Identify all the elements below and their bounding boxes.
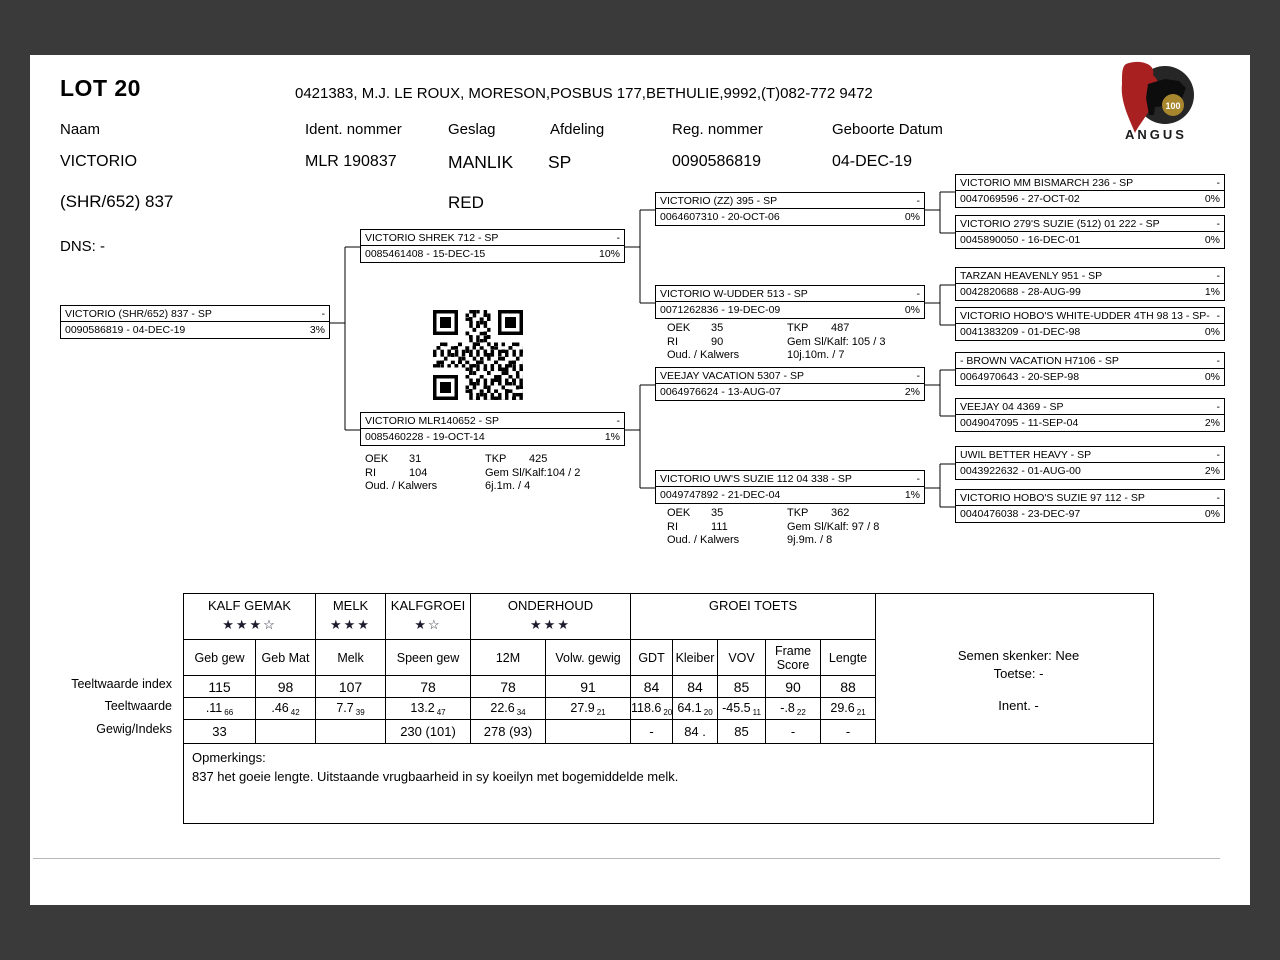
col-header: Geb Mat <box>256 640 316 676</box>
stat-line: Gem Sl/Kalf: 97 / 8 <box>787 520 880 533</box>
lot-number: LOT 20 <box>60 75 141 101</box>
stat-line <box>365 467 485 481</box>
star-rating: ★☆ <box>414 617 442 632</box>
inbreeding-pct: 10% <box>598 248 620 260</box>
tw-value: 118.6 <box>631 700 662 715</box>
stat-value: 90 <box>711 335 724 348</box>
tw-accuracy: 39 <box>355 707 365 717</box>
index-cell: 98 <box>256 676 316 698</box>
group-label: MELK <box>332 598 369 613</box>
tw-cell <box>316 698 386 720</box>
top-right-dash: - <box>1216 177 1220 189</box>
tw-accuracy: 21 <box>596 707 606 717</box>
stat-line <box>667 521 787 535</box>
tw-cell <box>766 698 821 720</box>
stat-label: TKP <box>787 322 809 334</box>
top-right-dash: - <box>916 370 920 382</box>
gewig-cell: 84 . <box>673 720 718 744</box>
inbreeding-pct: 0% <box>1204 193 1220 205</box>
logo-100-badge: 100 <box>1165 101 1181 111</box>
pedigree-name-row <box>956 216 1224 232</box>
tw-accuracy: 42 <box>290 707 300 717</box>
inbreeding-pct: 2% <box>1204 465 1220 477</box>
index-cell: 91 <box>546 676 631 698</box>
stat-line <box>667 507 787 521</box>
pedigree-reg-row <box>956 232 1224 248</box>
stat-line <box>485 453 580 467</box>
top-right-dash: - <box>321 308 325 320</box>
stat-line <box>365 453 485 467</box>
index-cell: 84 <box>673 676 718 698</box>
group-kalfgroei <box>386 594 471 640</box>
gewig-cell: - <box>631 720 673 744</box>
index-cell: 84 <box>631 676 673 698</box>
gewig-cell: - <box>821 720 876 744</box>
top-right-dash: - <box>1216 218 1220 230</box>
group-label: KALFGROEI <box>390 598 466 613</box>
inent-text: Inent. - <box>998 698 1039 713</box>
value-reg: 0090586819 <box>672 153 761 170</box>
pedigree-reg-row <box>61 322 329 338</box>
gewig-cell: 230 (101) <box>386 720 471 744</box>
stats-left-col <box>365 453 485 494</box>
tw-value: 29.6 <box>830 700 855 715</box>
animal-name: - BROWN VACATION H7106 - SP <box>960 355 1119 367</box>
tw-accuracy: 66 <box>224 707 234 717</box>
dams-dam-stats <box>667 507 879 548</box>
tw-value: 7.7 <box>336 700 354 715</box>
inbreeding-pct: 3% <box>309 324 325 336</box>
pedigree-reg-row <box>361 429 624 445</box>
gewig-cell <box>546 720 631 744</box>
stat-value: 111 <box>711 520 728 533</box>
pedigree-reg-row <box>956 463 1224 479</box>
col-header: Frame Score <box>766 640 821 676</box>
index-cell: 85 <box>718 676 766 698</box>
stat-value: 31 <box>409 453 422 465</box>
stat-value: 362 <box>831 507 850 519</box>
index-cell: 107 <box>316 676 386 698</box>
stat-line: 6j.1m. / 4 <box>485 480 531 492</box>
tw-accuracy: 22 <box>796 707 806 717</box>
animal-name: VICTORIO W-UDDER 513 - SP <box>660 288 808 300</box>
tw-value: 27.9 <box>570 700 595 715</box>
pedigree-box-ggp-5 <box>955 352 1225 386</box>
animal-reg-date: 0042820688 - 28-AUG-99 <box>960 286 1081 298</box>
pedigree-box-sires-dam <box>655 285 925 319</box>
remarks-row <box>184 744 1154 824</box>
value-ident: MLR 190837 <box>305 153 397 170</box>
top-right-dash: - <box>616 415 620 427</box>
stat-line <box>667 322 787 336</box>
tw-cell <box>631 698 673 720</box>
group-melk <box>316 594 386 640</box>
pedigree-name-row <box>656 193 924 209</box>
star-rating: ★★★ <box>530 617 571 632</box>
breeding-values-table <box>183 593 1154 824</box>
group-header-row <box>184 594 1154 640</box>
stat-label: RI <box>667 520 678 533</box>
label-geboorte: Geboorte Datum <box>832 121 943 138</box>
pedigree-box-ggp-6 <box>955 398 1225 432</box>
sires-dam-stats <box>667 322 885 363</box>
breeder-line: 0421383, M.J. LE ROUX, MORESON,POSBUS 177,BETHULIE,9992,(T)082-772 9472 <box>295 85 873 102</box>
top-right-dash: - <box>1216 310 1220 322</box>
value-geslag: MANLIK <box>448 152 514 172</box>
group-label: KALF GEMAK <box>207 598 292 613</box>
animal-reg-date: 0090586819 - 04-DEC-19 <box>65 324 186 336</box>
tw-cell <box>718 698 766 720</box>
animal-reg-date: 0047069596 - 27-OCT-02 <box>960 193 1080 205</box>
pedigree-reg-row <box>656 209 924 225</box>
value-naam-line2: (SHR/652) 837 <box>60 192 174 211</box>
tw-value: 64.1 <box>677 700 702 715</box>
stats-left-col <box>667 322 787 363</box>
stat-value: 35 <box>711 322 724 334</box>
top-right-dash: - <box>916 473 920 485</box>
value-colour: RED <box>448 193 484 212</box>
label-geslag: Geslag <box>448 121 496 138</box>
tw-cell <box>184 698 256 720</box>
star-rating: ★★★ <box>330 617 371 632</box>
animal-reg-date: 0045890050 - 16-DEC-01 <box>960 234 1081 246</box>
pedigree-name-row <box>656 286 924 302</box>
animal-reg-date: 0064970643 - 20-SEP-98 <box>960 371 1080 383</box>
pedigree-box-subject <box>60 305 330 339</box>
inbreeding-pct: 1% <box>1204 286 1220 298</box>
inbreeding-pct: 2% <box>904 386 920 398</box>
animal-name: VICTORIO (ZZ) 395 - SP <box>660 195 778 207</box>
stat-line: 10j.10m. / 7 <box>787 349 845 361</box>
stat-line: Oud. / Kalwers <box>667 349 740 361</box>
pedigree-reg-row <box>956 506 1224 522</box>
inbreeding-pct: 0% <box>1204 508 1220 520</box>
index-cell: 90 <box>766 676 821 698</box>
stat-line: 9j.9m. / 8 <box>787 534 833 546</box>
gewig-cell <box>316 720 386 744</box>
pedigree-name-row <box>956 308 1224 324</box>
animal-name: VEEJAY VACATION 5307 - SP <box>660 370 804 382</box>
stat-value: 104 <box>409 466 428 479</box>
star-rating: ★★★☆ <box>222 617 277 632</box>
top-right-dash: - <box>916 195 920 207</box>
gewig-cell <box>256 720 316 744</box>
tw-value: .11 <box>205 700 223 715</box>
stat-value: 487 <box>831 322 850 334</box>
tw-cell <box>386 698 471 720</box>
row-label-teeltwaarde: Teeltwaarde <box>104 699 172 713</box>
inbreeding-pct: 0% <box>1204 371 1220 383</box>
label-naam: Naam <box>60 121 101 138</box>
animal-reg-date: 0040476038 - 23-DEC-97 <box>960 508 1081 520</box>
stat-label: RI <box>667 335 678 348</box>
tw-accuracy: 47 <box>436 707 446 717</box>
row-label-teeltwaarde-index: Teeltwaarde index <box>71 677 172 691</box>
inbreeding-pct: 0% <box>1204 326 1220 338</box>
tw-value: .46 <box>271 700 289 715</box>
logo-wordmark: ANGUS <box>1125 127 1187 142</box>
animal-name: VICTORIO (SHR/652) 837 - SP <box>65 308 212 320</box>
col-header: Geb gew <box>184 640 256 676</box>
col-header: GDT <box>631 640 673 676</box>
animal-reg-date: 0085461408 - 15-DEC-15 <box>365 248 486 260</box>
stat-label: TKP <box>485 453 507 465</box>
semen-panel <box>876 594 1154 744</box>
top-right-dash: - <box>1216 492 1220 504</box>
col-header: Volw. gewig <box>546 640 631 676</box>
group-label: ONDERHOUD <box>507 598 594 613</box>
pedigree-name-row <box>956 447 1224 463</box>
dns-value: DNS: - <box>60 238 105 255</box>
tw-accuracy: 20 <box>663 707 673 717</box>
stat-value: 35 <box>711 507 724 519</box>
stats-left-col <box>667 507 787 548</box>
remarks-cell <box>184 744 1154 824</box>
gewig-cell: - <box>766 720 821 744</box>
animal-reg-date: 0043922632 - 01-AUG-00 <box>960 465 1081 477</box>
pedigree-reg-row <box>956 415 1224 431</box>
footer-divider <box>33 858 1220 859</box>
group-groei-toets <box>631 594 876 640</box>
pedigree-reg-row <box>361 246 624 262</box>
tw-cell <box>256 698 316 720</box>
stat-line: Gem Sl/Kalf: 105 / 3 <box>787 335 886 348</box>
remarks-label: Opmerkings: <box>192 750 266 765</box>
animal-name: VICTORIO 279'S SUZIE (512) 01 222 - SP <box>960 218 1160 230</box>
animal-name: VICTORIO MM BISMARCH 236 - SP <box>960 177 1134 189</box>
animal-reg-date: 0041383209 - 01-DEC-98 <box>960 326 1081 338</box>
stat-line: Oud. / Kalwers <box>365 480 438 492</box>
inbreeding-pct: 0% <box>904 304 920 316</box>
label-afdeling: Afdeling <box>550 121 605 138</box>
tw-cell <box>673 698 718 720</box>
animal-name: UWIL BETTER HEAVY - SP <box>960 449 1092 461</box>
pedigree-box-ggp-3 <box>955 267 1225 301</box>
tw-accuracy: 21 <box>856 707 866 717</box>
stat-label: OEK <box>667 507 691 519</box>
stat-line <box>787 507 879 521</box>
animal-name: VICTORIO UW'S SUZIE 112 04 338 - SP <box>660 473 852 485</box>
top-right-dash: - <box>916 288 920 300</box>
animal-reg-date: 0064607310 - 20-OCT-06 <box>660 211 780 223</box>
col-header: 12M <box>471 640 546 676</box>
pedigree-name-row <box>956 175 1224 191</box>
tw-value: 22.6 <box>490 700 515 715</box>
stat-value: 425 <box>529 453 548 465</box>
pedigree-reg-row <box>956 191 1224 207</box>
tw-value: -45.5 <box>722 700 751 715</box>
animal-name: VICTORIO HOBO'S WHITE-UDDER 4TH 98 13 - SP- <box>960 310 1210 322</box>
tw-value: 13.2 <box>410 700 435 715</box>
pedigree-box-ggp-1 <box>955 174 1225 208</box>
stat-label: TKP <box>787 507 809 519</box>
pedigree-reg-row <box>656 302 924 318</box>
stat-label: OEK <box>667 322 691 334</box>
top-right-dash: - <box>1216 355 1220 367</box>
semen-donor-text: Semen skenker: Nee <box>957 648 1080 663</box>
index-cell: 78 <box>386 676 471 698</box>
toetse-text: Toetse: - <box>993 666 1044 681</box>
pedigree-name-row <box>956 353 1224 369</box>
animal-reg-date: 0071262836 - 19-DEC-09 <box>660 304 781 316</box>
pedigree-box-ggp-8 <box>955 489 1225 523</box>
pedigree-name-row <box>61 306 329 322</box>
stat-label: RI <box>365 466 376 479</box>
stat-line: Oud. / Kalwers <box>667 534 740 546</box>
angus-logo-graphic <box>1112 58 1197 143</box>
group-label: GROEI TOETS <box>708 598 798 613</box>
inbreeding-pct: 2% <box>1204 417 1220 429</box>
remarks-text: 837 het goeie lengte. Uitstaande vrugbaarheid in sy koeilyn met bogemiddelde melk. <box>192 769 679 784</box>
pedigree-box-ggp-7 <box>955 446 1225 480</box>
pedigree-name-row <box>956 490 1224 506</box>
top-right-dash: - <box>1216 270 1220 282</box>
animal-reg-date: 0049047095 - 11-SEP-04 <box>960 417 1079 429</box>
top-right-dash: - <box>1216 401 1220 413</box>
pedigree-box-dams-sire <box>655 367 925 401</box>
pedigree-name-row <box>361 230 624 246</box>
pedigree-name-row <box>361 413 624 429</box>
index-cell: 88 <box>821 676 876 698</box>
pedigree-box-dams-dam <box>655 470 925 504</box>
gewig-cell: 85 <box>718 720 766 744</box>
animal-name: VEEJAY 04 4369 - SP <box>960 401 1064 413</box>
angus-logo <box>1112 58 1197 143</box>
col-header: Speen gew <box>386 640 471 676</box>
animal-reg-date: 0064976624 - 13-AUG-07 <box>660 386 781 398</box>
pedigree-name-row <box>656 471 924 487</box>
animal-name: TARZAN HEAVENLY 951 - SP <box>960 270 1103 282</box>
value-geboorte: 04-DEC-19 <box>832 153 913 170</box>
stats-right-col <box>787 322 885 363</box>
pedigree-reg-row <box>656 384 924 400</box>
top-right-dash: - <box>616 232 620 244</box>
gewig-cell: 278 (93) <box>471 720 546 744</box>
index-cell: 78 <box>471 676 546 698</box>
pedigree-box-ggp-2 <box>955 215 1225 249</box>
stats-right-col <box>485 453 580 494</box>
value-naam: VICTORIO <box>60 153 138 170</box>
stat-label: OEK <box>365 453 389 465</box>
tw-value: -.8 <box>780 700 795 715</box>
dam-stats <box>365 453 580 494</box>
stats-right-col <box>787 507 879 548</box>
value-afdeling: SP <box>548 152 572 172</box>
pedigree-box-sires-sire <box>655 192 925 226</box>
gewig-cell: 33 <box>184 720 256 744</box>
col-header: Melk <box>316 640 386 676</box>
pedigree-name-row <box>656 368 924 384</box>
label-ident: Ident. nommer <box>305 121 402 138</box>
animal-name: VICTORIO MLR140652 - SP <box>365 415 500 427</box>
pedigree-box-sire <box>360 229 625 263</box>
stat-line: Gem Sl/Kalf:104 / 2 <box>485 466 581 479</box>
qr-code <box>433 310 523 400</box>
tw-accuracy: 34 <box>516 707 526 717</box>
top-right-dash: - <box>1216 449 1220 461</box>
pedigree-reg-row <box>656 487 924 503</box>
pedigree-name-row <box>956 268 1224 284</box>
animal-reg-date: 0085460228 - 19-OCT-14 <box>365 431 485 443</box>
pedigree-reg-row <box>956 324 1224 340</box>
group-onderhoud <box>471 594 631 640</box>
inbreeding-pct: 0% <box>1204 234 1220 246</box>
tw-cell <box>821 698 876 720</box>
animal-reg-date: 0049747892 - 21-DEC-04 <box>660 489 781 501</box>
tw-accuracy: 20 <box>703 707 713 717</box>
pedigree-name-row <box>956 399 1224 415</box>
pedigree-reg-row <box>956 369 1224 385</box>
pedigree-reg-row <box>956 284 1224 300</box>
animal-name: VICTORIO SHREK 712 - SP <box>365 232 499 244</box>
col-header: Lengte <box>821 640 876 676</box>
inbreeding-pct: 0% <box>904 211 920 223</box>
tw-cell <box>471 698 546 720</box>
label-reg: Reg. nommer <box>672 121 763 138</box>
index-cell: 115 <box>184 676 256 698</box>
group-kalf-gemak <box>184 594 316 640</box>
catalog-page <box>30 55 1250 905</box>
stat-line <box>787 322 885 336</box>
col-header: Kleiber <box>673 640 718 676</box>
col-header: VOV <box>718 640 766 676</box>
tw-cell <box>546 698 631 720</box>
stat-line <box>667 336 787 350</box>
row-label-gewig-indeks: Gewig/Indeks <box>96 722 172 736</box>
animal-name: VICTORIO HOBO'S SUZIE 97 112 - SP <box>960 492 1145 504</box>
pedigree-box-ggp-4 <box>955 307 1225 341</box>
inbreeding-pct: 1% <box>604 431 620 443</box>
tw-accuracy: 11 <box>752 707 761 717</box>
pedigree-box-dam <box>360 412 625 446</box>
inbreeding-pct: 1% <box>904 489 920 501</box>
